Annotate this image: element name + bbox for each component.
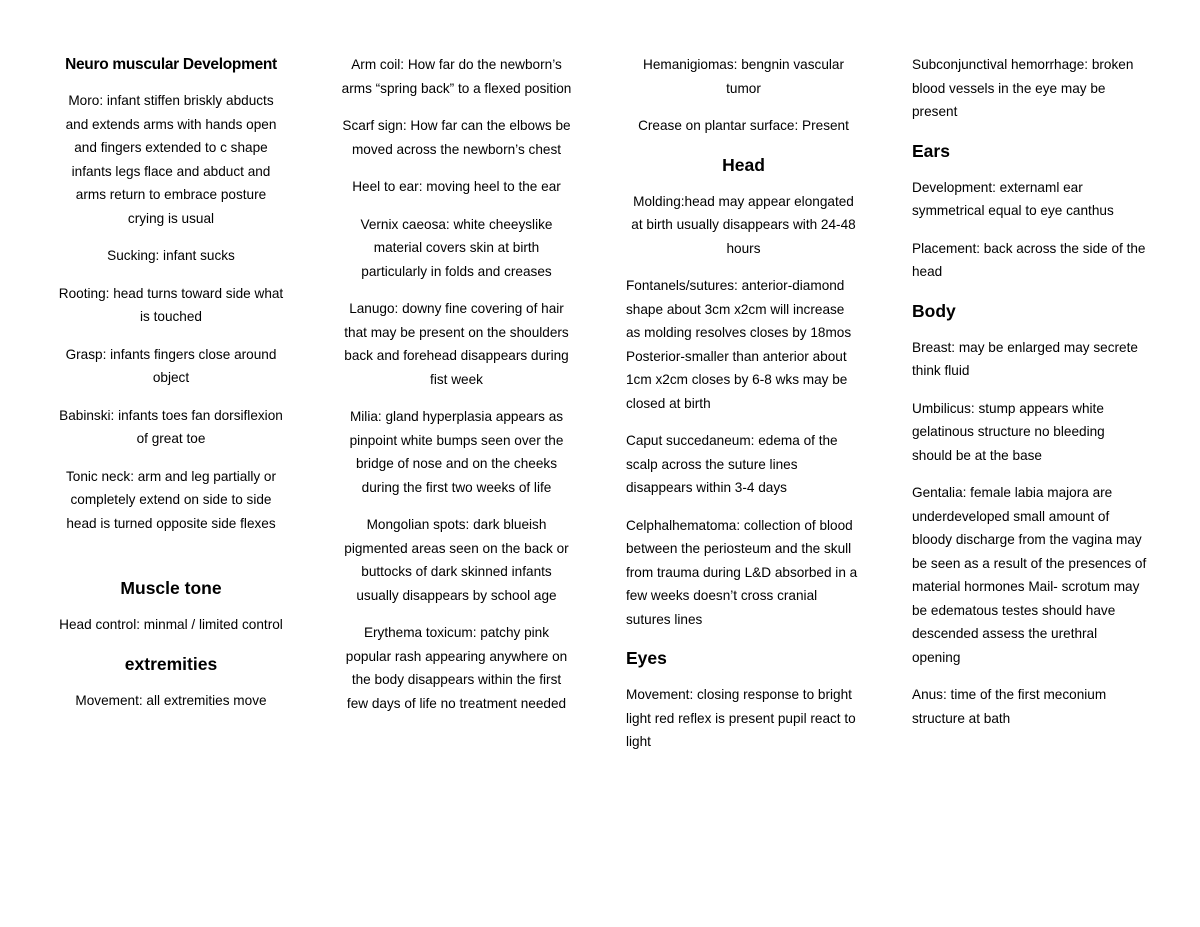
extremities-movement-text: Movement: all extremities move	[75, 692, 267, 708]
genitalia-text: Gentalia: female labia majora are underdeveloped small amount of bloody discharge from the vagina may be seen as a result of the presences of material hormones Mail- scrotum may be edematous testes should have descended assess the urethral opening	[912, 485, 1147, 665]
plantar-crease-text: Crease on plantar surface: Present	[638, 118, 849, 133]
vernix-text: Vernix caeosa: white cheeyslike material covers skin at birth particularly in folds and creases	[360, 216, 553, 279]
heading-eyes: Eyes	[626, 648, 667, 668]
heel-to-ear-text: Heel to ear: moving heel to the ear	[352, 179, 561, 194]
heading-extremities: extremities	[124, 653, 218, 674]
section-title-neuromuscular: Neuro muscular Development	[65, 56, 277, 73]
ear-development-text: Development: externaml ear symmetrical equal to eye canthus	[912, 179, 1114, 218]
mongolian-spots-text: Mongolian spots: dark blueish pigmented areas seen on the back or buttocks of dark skinned infants usually disappears by school age	[344, 517, 569, 603]
column-skin-maturity	[340, 53, 573, 729]
rooting-reflex-text: Rooting: head turns toward side what is touched	[58, 285, 284, 324]
breast-text: Breast: may be enlarged may secrete think fluid	[912, 339, 1138, 378]
tonic-neck-reflex-text: Tonic neck: arm and leg partially or completely extend on side to side head is turned opposite side flexes	[65, 468, 277, 531]
anus-text: Anus: time of the first meconium structure at bath	[912, 687, 1107, 726]
scarf-sign-text: Scarf sign: How far can the elbows be moved across the newborn’s chest	[342, 118, 571, 157]
column-ears-body	[912, 53, 1147, 744]
grasp-reflex-text: Grasp: infants fingers close around object	[65, 346, 277, 385]
subconjunctival-text: Subconjunctival hemorrhage: broken blood vessels in the eye may be present	[912, 57, 1134, 119]
heading-body: Body	[912, 300, 956, 321]
sucking-reflex-text: Sucking: infant sucks	[107, 248, 235, 263]
heading-head: Head	[722, 154, 765, 175]
milia-text: Milia: gland hyperplasia appears as pinpoint white bumps seen over the bridge of nose and on the cheeks during the first two weeks of life	[349, 409, 564, 495]
arm-coil-text: Arm coil: How far do the newborn’s arms “spring back” to a flexed position	[341, 57, 572, 96]
umbilicus-text: Umbilicus: stump appears white gelatinous structure no bleeding should be at the base	[912, 400, 1105, 463]
caput-succedaneum-text: Caput succedaneum: edema of the scalp across the suture lines disappears within 3-4 days	[626, 433, 838, 495]
heading-muscle-tone: Muscle tone	[120, 578, 222, 598]
lanugo-text: Lanugo: downy fine covering of hair that may be present on the shoulders back and forehead disappears during fist week	[344, 301, 569, 387]
fontanels-text: Fontanels/sutures: anterior-diamond shape about 3cm x2cm will increase as molding resolves closes by 18mos Posterior-smaller than anterior about 1cm x2cm closes by 6-8 wks may be closed at birth	[626, 278, 852, 411]
hemangiomas-text: Hemanigiomas: bengnin vascular tumor	[643, 57, 844, 96]
eye-movement-text: Movement: closing response to bright light red reflex is present pupil react to light	[626, 687, 856, 749]
ear-placement-text: Placement: back across the side of the head	[912, 240, 1146, 279]
head-control-text: Head control: minmal / limited control	[59, 617, 283, 632]
molding-text: Molding:head may appear elongated at birth usually disappears with 24-48 hours	[631, 193, 856, 256]
babinski-reflex-text: Babinski: infants toes fan dorsiflexion of great toe	[59, 407, 283, 446]
cephalhematoma-text: Celphalhematoma: collection of blood between the periosteum and the skull from trauma during L&D absorbed in a few weeks doesn’t cross cranial sutures lines	[626, 517, 858, 627]
column-neuromuscular	[56, 53, 286, 726]
heading-ears: Ears	[912, 140, 950, 161]
moro-reflex-text: Moro: infant stiffen briskly abducts and extends arms with hands open and fingers extended to c shape infants legs flace and abduct and arms return to embrace posture crying is usual	[65, 93, 277, 226]
erythema-toxicum-text: Erythema toxicum: patchy pink popular rash appearing anywhere on the body disappears within the first few days of life no treatment needed	[345, 625, 568, 711]
column-head-eyes	[626, 53, 861, 768]
